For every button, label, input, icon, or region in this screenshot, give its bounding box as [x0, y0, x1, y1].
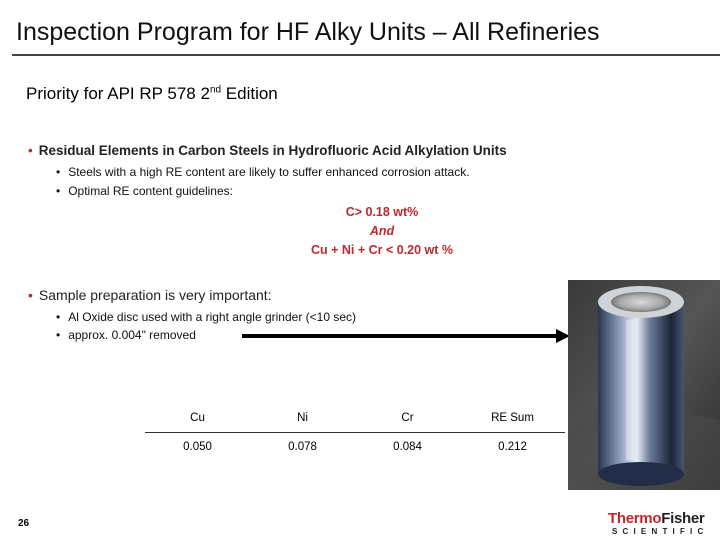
sub-bullet-guidelines	[56, 184, 233, 198]
steel-pipe-photo	[568, 280, 720, 490]
bullet-residual-elements	[28, 143, 507, 158]
table-header-row	[145, 404, 565, 433]
guideline-and: And	[369, 224, 395, 238]
guideline-cu-ni-cr: Cu + Ni + Cr < 0.20 wt %	[310, 243, 454, 257]
table-header-cell: Cu	[145, 404, 250, 433]
re-content-table	[145, 404, 565, 461]
sub-bullet-high-re	[56, 165, 470, 179]
sub-bullet-al-oxide	[56, 310, 356, 324]
bullet-dot-icon: •	[56, 165, 61, 179]
subtitle-suffix: Edition	[221, 84, 278, 103]
logo-word-thermo: Thermo	[608, 510, 662, 527]
table-cell: 0.050	[183, 441, 212, 453]
table-row	[145, 433, 565, 462]
table-cell: 0.084	[393, 441, 422, 453]
bullet-dot-icon: •	[56, 310, 61, 324]
table-header-cell: Ni	[250, 404, 355, 433]
sub-bullet-text: Al Oxide disc used with a right angle grinder (<10 sec)	[68, 310, 357, 324]
sub-bullet-text: approx. 0.004" removed	[68, 328, 196, 342]
subtitle-text: Priority for API RP 578 2	[26, 84, 210, 103]
sub-bullet-removed	[56, 328, 196, 342]
bullet-sample-prep	[28, 287, 272, 303]
subtitle-superscript: nd	[209, 84, 222, 96]
sub-bullet-text: Optimal RE content guidelines:	[68, 184, 233, 198]
slide-subtitle	[26, 84, 278, 104]
bullet-text: Residual Elements in Carbon Steels in Hydrofluoric Acid Alkylation Units	[38, 143, 507, 158]
bullet-dot-icon: •	[56, 328, 61, 342]
bullet-dot-icon: •	[56, 184, 61, 198]
slide-title: Inspection Program for HF Alky Units – All Refineries	[16, 18, 600, 46]
table-cell: 0.212	[498, 441, 527, 453]
table-cell: 0.078	[288, 441, 317, 453]
table-header-cell: Cr	[355, 404, 460, 433]
guideline-carbon: C> 0.18 wt%	[345, 205, 419, 219]
logo-word-fisher: Fisher	[661, 510, 705, 527]
sub-bullet-text: Steels with a high RE content are likely to suffer enhanced corrosion attack.	[68, 165, 470, 179]
title-divider	[12, 54, 720, 56]
company-logo	[608, 510, 704, 527]
bullet-dot-icon: •	[28, 287, 33, 303]
table-header-cell: RE Sum	[460, 404, 565, 433]
logo-tagline: SCIENTIFIC	[612, 527, 709, 536]
bullet-dot-icon: •	[28, 143, 33, 158]
page-number: 26	[18, 518, 30, 529]
bullet-text: Sample preparation is very important:	[38, 287, 272, 303]
pointer-arrow-line	[242, 334, 558, 338]
